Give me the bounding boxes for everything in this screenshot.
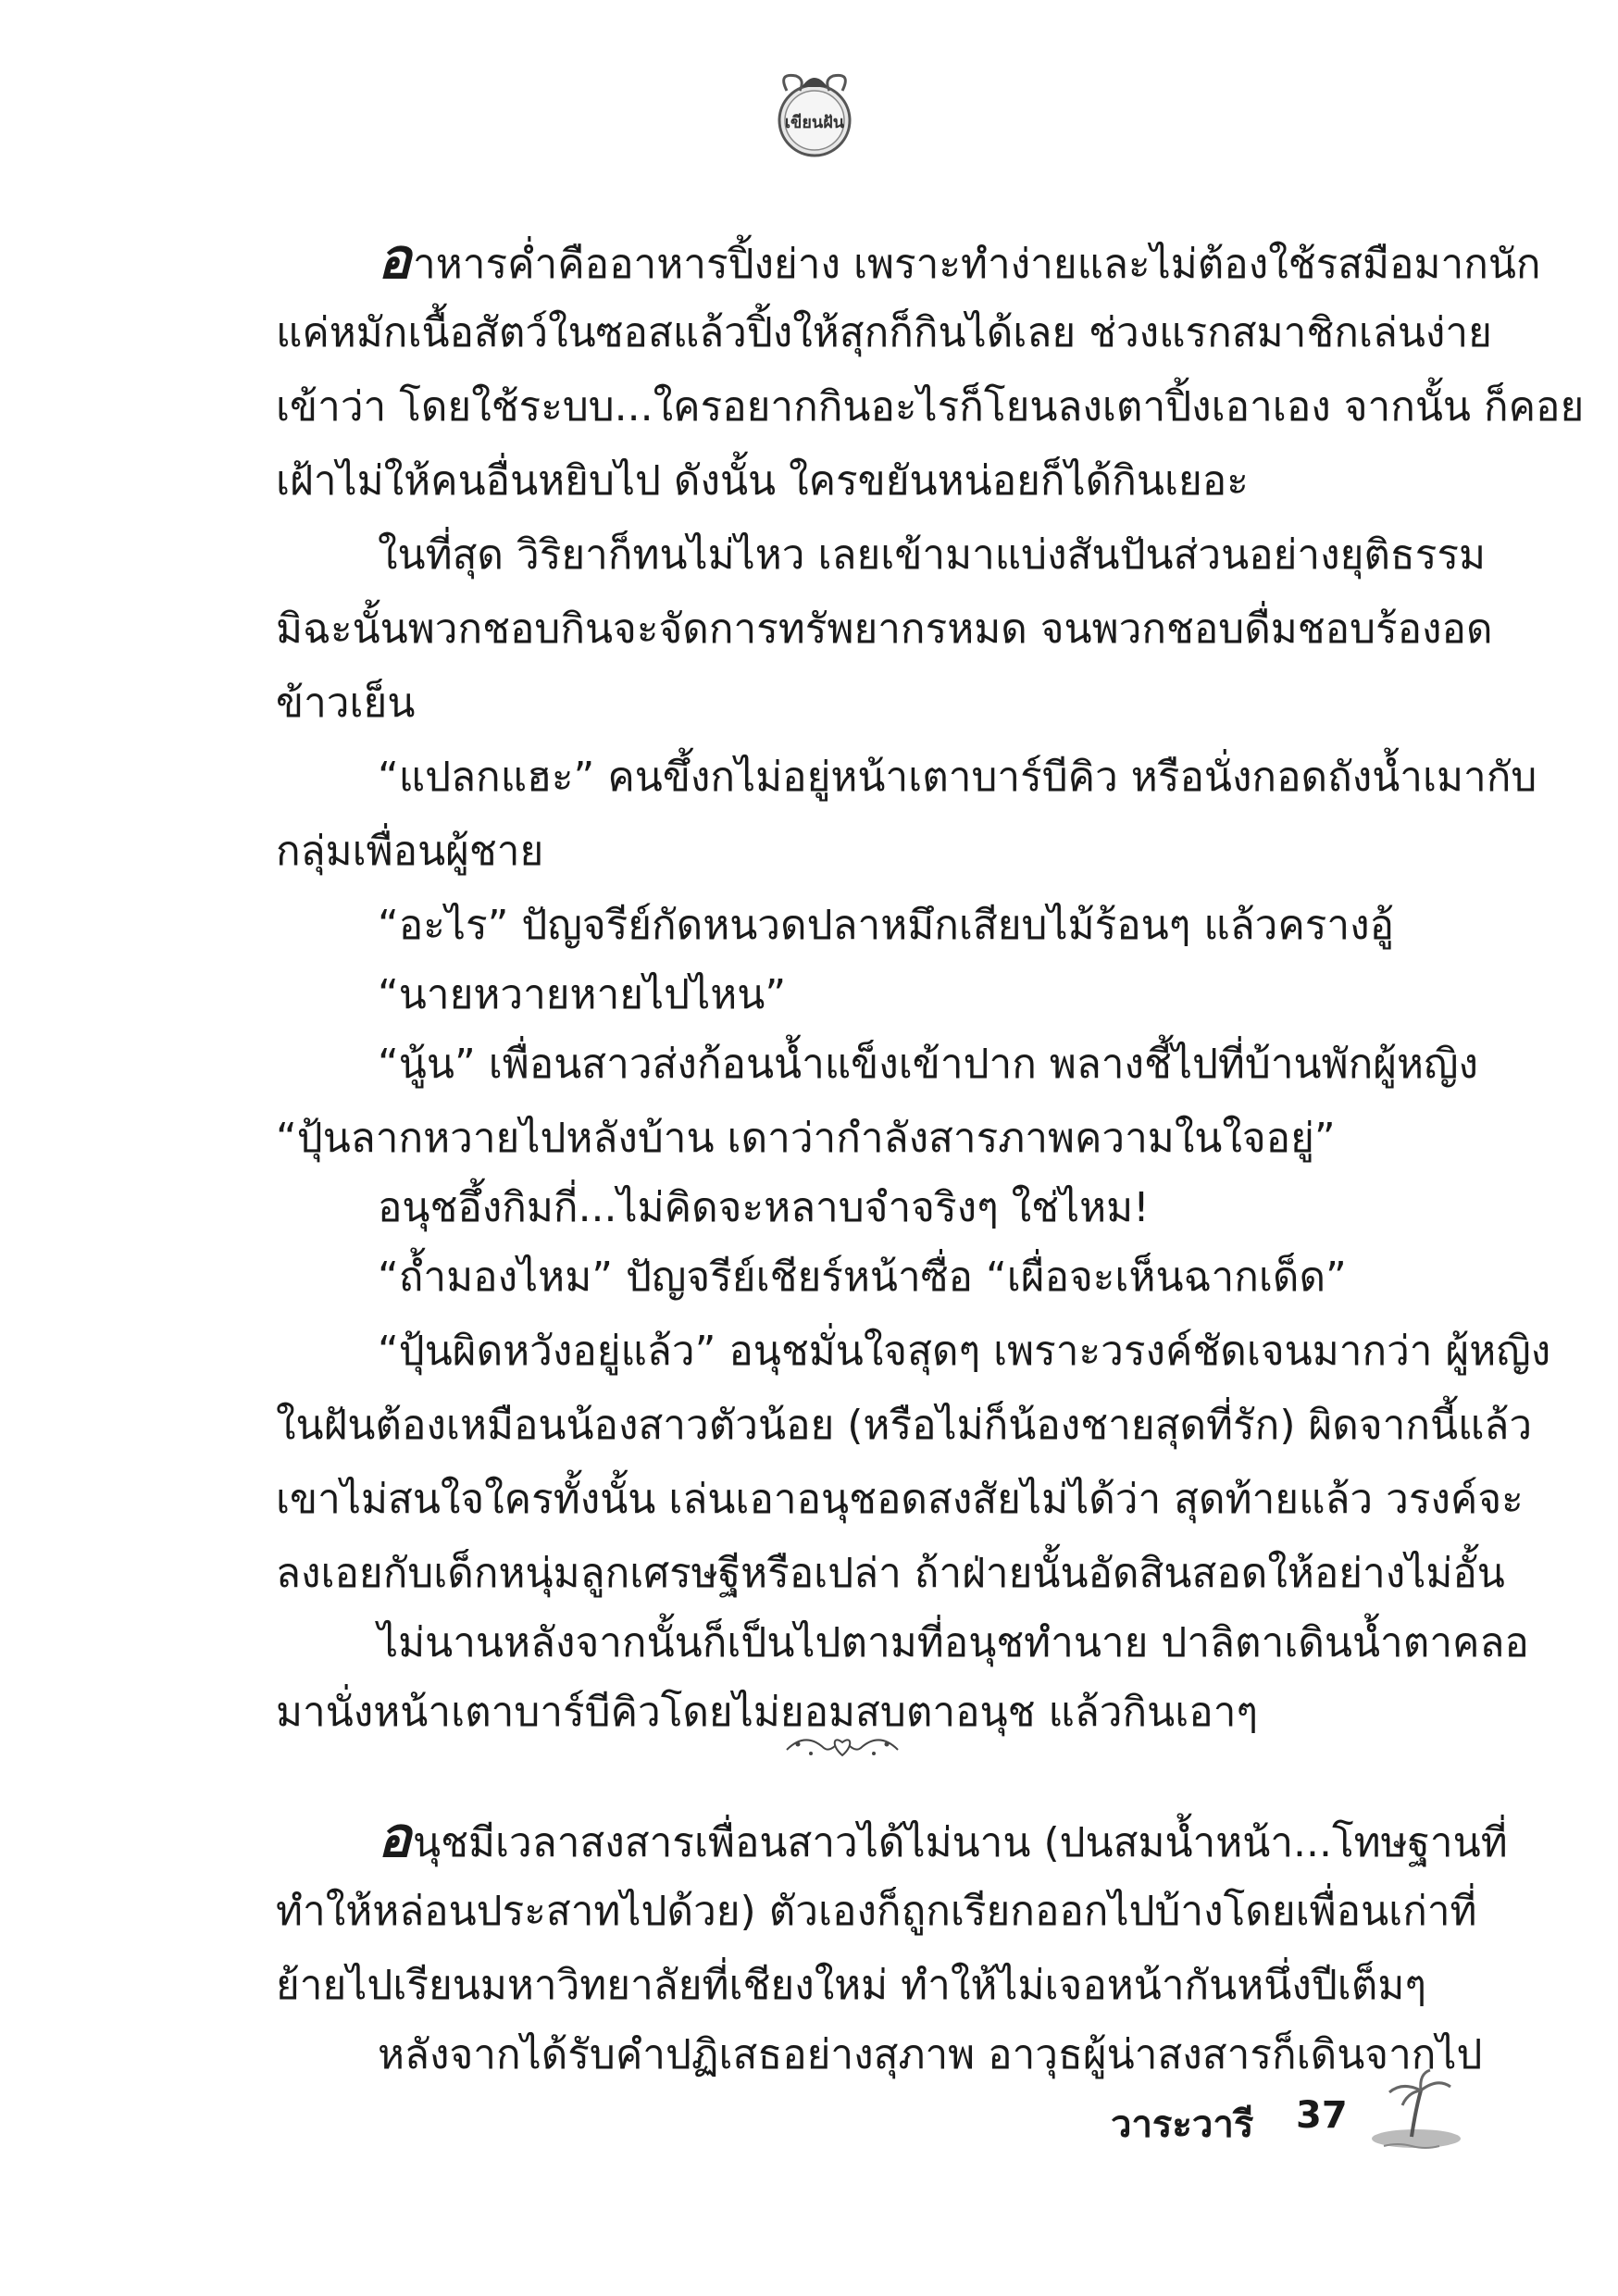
text-line: เฝ้าไม่ให้คนอื่นหยิบไป ดังนั้น ใครขยันหน่อยก็ได้กินเยอะ bbox=[276, 457, 1249, 505]
text-line: “อะไร” ปัญจรีย์กัดหนวดปลาหมึกเสียบไม้ร้อนๆ แล้วครางอู้ bbox=[378, 902, 1395, 949]
text-line: เขาไม่สนใจใครทั้งนั้น เล่นเอาอนุชอดสงสัยไม่ได้ว่า สุดท้ายแล้ว วรงค์จะ bbox=[276, 1476, 1524, 1523]
text-line: “ถ้ำมองไหม” ปัญจรีย์เชียร์หน้าซื่อ “เผื่อจะเห็นฉากเด็ด” bbox=[378, 1254, 1347, 1301]
text-line: กลุ่มเพื่อนผู้ชาย bbox=[276, 828, 544, 875]
text-line: อนุชมีเวลาสงสารเพื่อนสาวได้ไม่นาน (ปนสมน้ำหน้า...โทษฐานที่ bbox=[378, 1805, 1508, 1870]
logo-text: เขียนฝัน bbox=[784, 113, 845, 132]
text-line: “นายหวายหายไปไหน” bbox=[378, 971, 787, 1018]
text-line: “ปุ้นลากหวายไปหลังบ้าน เดาว่ากำลังสารภาพความในใจอยู่” bbox=[276, 1115, 1336, 1162]
text-line: ทำให้หล่อนประสาทไปด้วย) ตัวเองก็ถูกเรียกออกไปบ้างโดยเพื่อนเก่าที่ bbox=[276, 1888, 1477, 1935]
drop-cap: อ bbox=[378, 1805, 412, 1870]
text-line: “ปุ้นผิดหวังอยู่แล้ว” อนุชมั่นใจสุดๆ เพราะวรงค์ชัดเจนมากว่า ผู้หญิง bbox=[378, 1328, 1551, 1375]
island-palm-icon bbox=[1365, 2065, 1467, 2157]
text-line: แค่หมักเนื้อสัตว์ในซอสแล้วปิ้งให้สุกก็กินได้เลย ช่วงแรกสมาชิกเล่นง่าย bbox=[276, 309, 1492, 356]
text-line: “แปลกแฮะ” คนขึ้งกไม่อยู่หน้าเตาบาร์บีคิว หรือนั่งกอดถังน้ำเมากับ bbox=[378, 754, 1537, 801]
text-line: หลังจากได้รับคำปฏิเสธอย่างสุภาพ อาวุธผู้น่าสงสารก็เดินจากไป bbox=[378, 2031, 1483, 2078]
text-line: อนุชอึ้งกิมกี่...ไม่คิดจะหลาบจำจริงๆ ใช่ไหม! bbox=[378, 1184, 1150, 1231]
text-line: ไม่นานหลังจากนั้นก็เป็นไปตามที่อนุชทำนาย ปาลิตาเดินน้ำตาคลอ bbox=[378, 1619, 1529, 1666]
text-line: ลงเอยกับเด็กหนุ่มลูกเศรษฐีหรือเปล่า ถ้าฝ่ายนั้นอัดสินสอดให้อย่างไม่อั้น bbox=[276, 1550, 1505, 1597]
text-line: เข้าว่า โดยใช้ระบบ...ใครอยากกินอะไรก็โยนลงเตาปิ้งเอาเอง จากนั้น ก็คอย bbox=[276, 383, 1585, 430]
publisher-logo bbox=[759, 63, 870, 174]
book-title: วาระวารี bbox=[1111, 2103, 1254, 2146]
page-number: 37 bbox=[1296, 2094, 1348, 2137]
text-line: มานั่งหน้าเตาบาร์บีคิวโดยไม่ยอมสบตาอนุช แล้วกินเอาๆ bbox=[276, 1689, 1259, 1736]
text-line: ในฝันต้องเหมือนน้องสาวตัวน้อย (หรือไม่ก็น้องชายสุดที่รัก) ผิดจากนี้แล้ว bbox=[276, 1402, 1533, 1449]
text-line: “นู้น” เพื่อนสาวส่งก้อนน้ำแข็งเข้าปาก พลางชี้ไปที่บ้านพักผู้หญิง bbox=[378, 1041, 1479, 1088]
text-line: ข้าวเย็น bbox=[276, 680, 416, 727]
text-line: มิฉะนั้นพวกชอบกินจะจัดการทรัพยากรหมด จนพวกชอบดื่มชอบร้องอด bbox=[276, 605, 1493, 653]
text-line: อาหารค่ำคืออาหารปิ้งย่าง เพราะทำง่ายและไม่ต้องใช้รสมือมากนัก bbox=[378, 227, 1541, 292]
text-line: ในที่สุด วิริยาก็ทนไม่ไหว เลยเข้ามาแบ่งสันปันส่วนอย่างยุติธรรม bbox=[378, 531, 1487, 579]
drop-cap: อ bbox=[378, 227, 412, 292]
scene-divider-ornament bbox=[778, 1722, 907, 1768]
text-line: ย้ายไปเรียนมหาวิทยาลัยที่เชียงใหม่ ทำให้ไม่เจอหน้ากันหนึ่งปีเต็มๆ bbox=[276, 1962, 1426, 2009]
